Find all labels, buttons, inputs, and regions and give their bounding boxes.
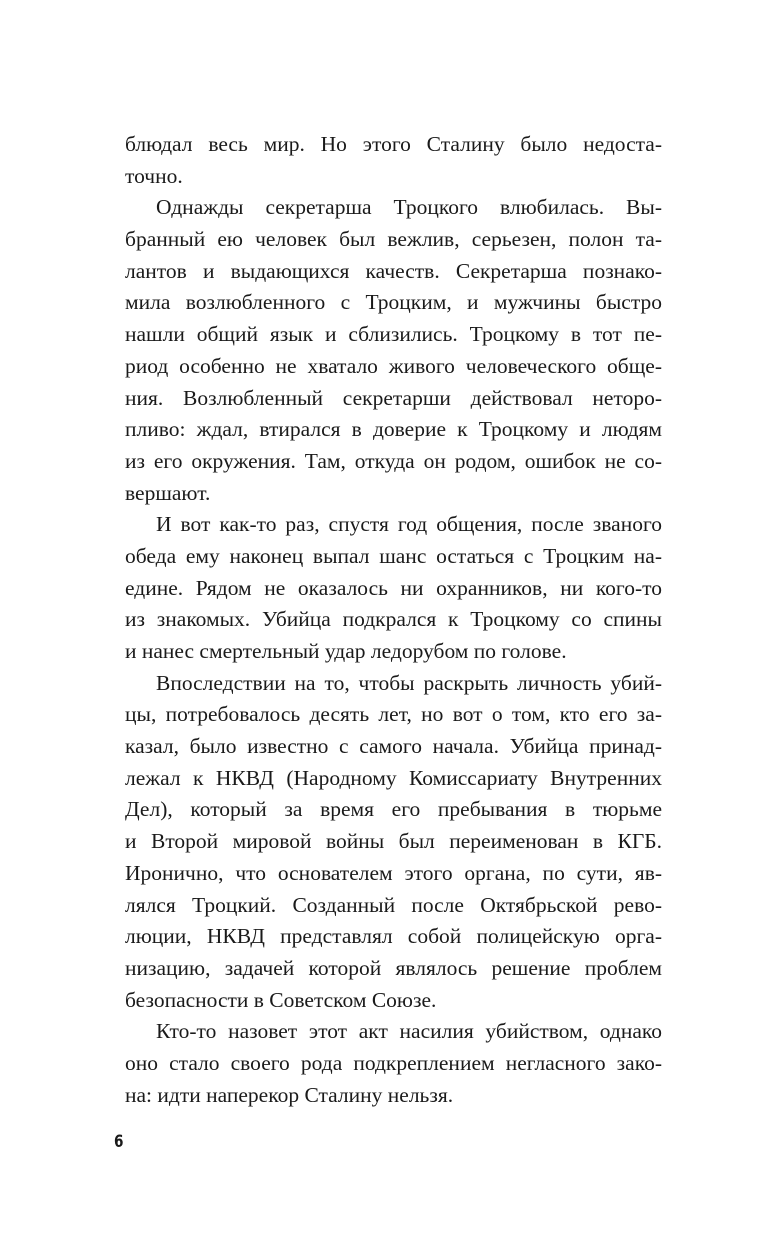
text-line: бранный ею человек был вежлив, серьезен, полон та- — [125, 227, 662, 252]
text-line: И вот как-то раз, спустя год общения, после званого — [156, 512, 662, 537]
text-line: на: идти наперекор Сталину нельзя. — [125, 1082, 454, 1107]
paragraph — [125, 668, 662, 1017]
text-line: люции, НКВД представлял собой полицейскую орга- — [125, 924, 662, 949]
paragraph — [125, 129, 662, 192]
text-line: блюдал весь мир. Но этого Сталину было недоста- — [125, 132, 662, 156]
text-line: Однажды секретарша Троцкого влюбилась. Вы- — [156, 195, 662, 220]
text-line: Иронично, что основателем этого органа, по сути, яв- — [125, 860, 662, 885]
text-line: безопасности в Советском Союзе. — [125, 987, 437, 1012]
text-line: пливо: ждал, втирался в доверие к Троцкому и людям — [125, 417, 662, 442]
text-line: и нанес смертельный удар ледорубом по голове. — [125, 639, 567, 663]
text-line: низацию, задачей которой являлось решение проблем — [125, 955, 662, 980]
text-line: из его окружения. Там, откуда он родом, ошибок не со- — [125, 448, 662, 473]
text-line: и Второй мировой войны был переименован в КГБ. — [125, 829, 662, 854]
text-line: Кто-то назовет этот акт насилия убийством, однако — [156, 1019, 662, 1044]
text-line: Впоследствии на то, чтобы раскрыть личность убий- — [156, 670, 662, 695]
text-line: лялся Троцкий. Созданный после Октябрьской рево- — [125, 892, 662, 917]
page-number: 6 — [114, 1132, 124, 1152]
text-line: точно. — [125, 163, 183, 188]
text-line: казал, было известно с самого начала. Убийца принад- — [125, 734, 662, 759]
text-line: оно стало своего рода подкреплением негласного зако- — [125, 1050, 662, 1075]
paragraph — [125, 1016, 662, 1111]
text-line: нашли общий язык и сблизились. Троцкому в тот пе- — [125, 322, 662, 347]
text-line: риод особенно не хватало живого человеческого обще- — [125, 353, 662, 378]
text-line: ния. Возлюбленный секретарши действовал неторо- — [125, 385, 662, 410]
paragraph — [125, 192, 662, 509]
text-line: Дел), который за время его пребывания в тюрьме — [125, 797, 662, 822]
paragraph — [125, 509, 662, 667]
text-line: из знакомых. Убийца подкрался к Троцкому со спины — [125, 607, 662, 632]
body-text — [125, 129, 662, 1111]
text-line: лантов и выдающихся качеств. Секретарша познако- — [125, 258, 662, 283]
text-line: лежал к НКВД (Народному Комиссариату Внутренних — [125, 765, 662, 790]
text-line: обеда ему наконец выпал шанс остаться с Троцким на- — [125, 543, 662, 568]
text-line: вершают. — [125, 480, 211, 505]
text-line: мила возлюбленного с Троцким, и мужчины быстро — [125, 290, 662, 315]
text-line: едине. Рядом не оказалось ни охранников, ни кого-то — [125, 575, 662, 600]
text-line: цы, потребовалось десять лет, но вот о том, кто его за- — [125, 702, 662, 727]
